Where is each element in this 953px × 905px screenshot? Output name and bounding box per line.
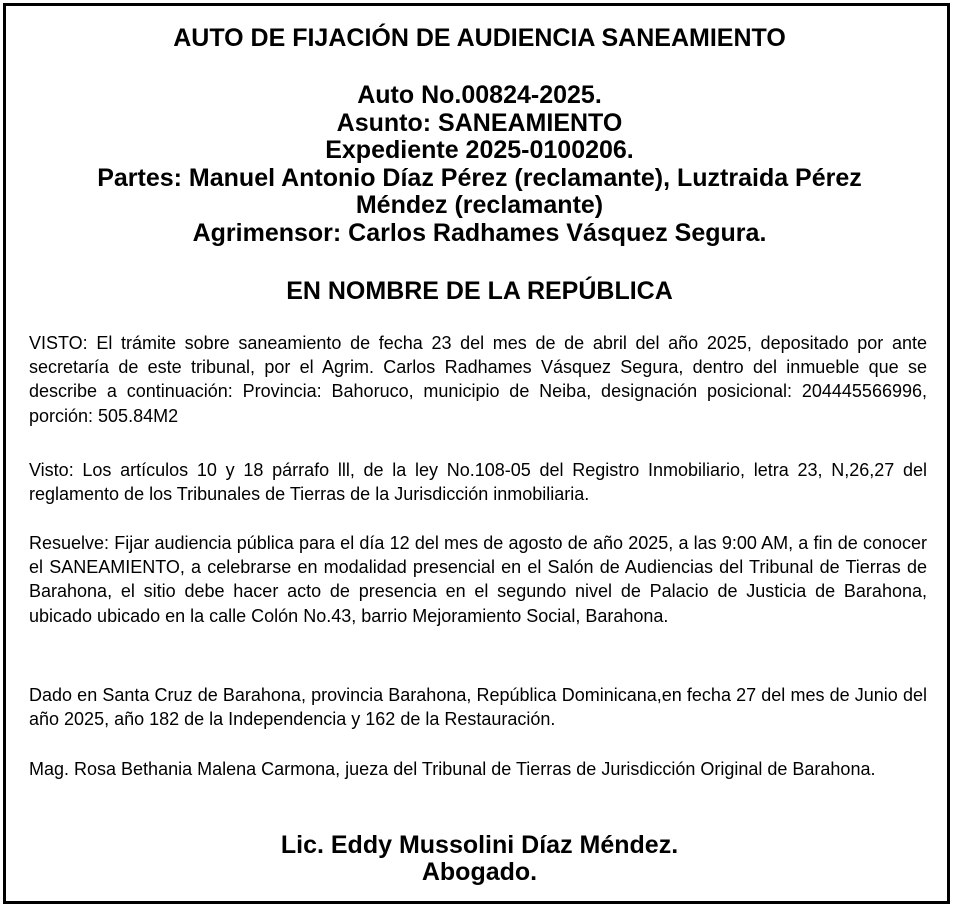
asunto: Asunto: SANEAMIENTO	[336, 108, 623, 137]
agrimensor: Agrimensor: Carlos Radhames Vásquez Segura.	[192, 218, 767, 247]
signature-block	[6, 832, 953, 886]
paragraph-magistrada: Mag. Rosa Bethania Malena Carmona, jueza del Tribunal de Tierras de Jurisdicción Original de Barahona.	[29, 759, 876, 779]
republica-heading: EN NOMBRE DE LA REPÚBLICA	[286, 277, 673, 305]
partes-line-1: Partes: Manuel Antonio Díaz Pérez (reclamante), Luztraida Pérez	[97, 163, 862, 192]
expediente: Expediente 2025-0100206.	[325, 136, 634, 164]
paragraph-resuelve: Resuelve: Fijar audiencia pública para el día 12 del mes de agosto de año 2025, a las 9:00 AM, a fin de conocer el SANEAMIENTO, a celebrarse en modalidad presencial en el Salón de Audiencias del Tribunal de Tierras de Barahona, el sitio debe hacer acto de presencia en el segundo nivel de Palacio de Justicia de Barahona, ubicado ubicado en la calle Colón No.43, barrio Mejoramiento Social, Barahona.	[29, 533, 927, 626]
signature-name: Lic. Eddy Mussolini Díaz Méndez.	[280, 831, 679, 859]
paragraph-dado-en: Dado en Santa Cruz de Barahona, provincia Barahona, República Dominicana,en fecha 27 del mes de Junio del año 2025, año 182 de la Independencia y 162 de la Restauración.	[29, 685, 927, 730]
partes-line-2: Méndez (reclamante)	[355, 191, 604, 219]
document-title: AUTO DE FIJACIÓN DE AUDIENCIA SANEAMIENTO	[173, 24, 786, 52]
case-header	[6, 82, 953, 247]
notice-frame	[3, 3, 950, 904]
signature-role: Abogado.	[421, 858, 538, 886]
paragraph-visto-articulos: Visto: Los artículos 10 y 18 párrafo lll, de la ley No.108-05 del Registro Inmobiliario, letra 23, N,26,27 del reglamento de los Tribunales de Tierras de la Jurisdicción inmobiliaria.	[29, 460, 927, 505]
paragraph-visto-tramite: VISTO: El trámite sobre saneamiento de fecha 23 del mes de de abril del año 2025, depositado por ante secretaría de este tribunal, por el Agrim. Carlos Radhames Vásquez Segura, dentro del inmueble que se describe a continuación: Provincia: Bahoruco, municipio de Neiba, designación posicional: 204445566996, porción: 505.84M2	[29, 333, 927, 426]
auto-number: Auto No.00824-2025.	[357, 81, 602, 109]
